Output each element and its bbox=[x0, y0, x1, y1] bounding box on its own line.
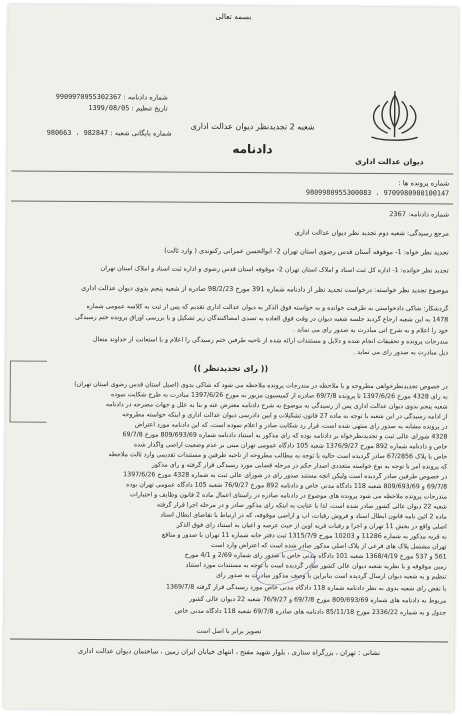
ruling-line: مندرجات پرونده ملاحظه می شود پرونده های موضوع در دادنامه صادره در راستای اعمال ماده 2 قانون وظایف و اختیارات bbox=[130, 491, 448, 501]
ruling-line: خاص و دادنامه شماره 892 مورخ 1376/9/27 شعبه 105 دادگاه عمومی تهران مبنی بر عدم وضعیت اراضی واگذار شده bbox=[133, 441, 448, 451]
body-line: مرجع رسیدگی: شعبه دوم تجدید نظر دیوان عدالت اداری bbox=[294, 228, 449, 238]
ruling-line: از ادامه رسیدگی در این شعبه با توجه به ماده 27 قانون تشکیلات و آیین دادرسی دیوان عدالت اداری و اینکه خواسته مطروحه bbox=[122, 411, 448, 421]
bismillah-text: بسمه تعالی bbox=[215, 11, 252, 22]
body-line: ذیل مبادرت به صدور رای می نماید . bbox=[353, 348, 449, 357]
body-line: مندرجات پرونده و تحقیقات انجام شده و دلایل و مستندات ارائه شده از ناحیه طرفین ختم رسیدگی را اعلام و با استعانت از خداوند متعال bbox=[92, 336, 449, 346]
ruling-line: به رای 4328 مورخ 1397/6/26 تا پرونده 69/7/8 صادره از کمیسیون مزبور به مورخ 1397/6/26 مبادرت به طرح شکایت نموده bbox=[110, 391, 448, 401]
ruling-line: 69/7/8 و 809/693/69 شعبه 118 دادگاه مدنی خاص و دادنامه 892 مورخ 76/9/27 شعبه 105 دادگاه عمومی تهران بوده bbox=[126, 481, 448, 491]
ruling-line: شعبه پنجم بدوی دیوان عدالت اداری پس از رسیدگی به موضوع به شرح دادنامه معترض عنه و بنا به علل و جهات مصرحه در دادنامه bbox=[105, 401, 448, 411]
ruling-heading: (( رای تجدیدنظر )) bbox=[193, 363, 269, 374]
ruling-line: 561 و 537 مورخ 1368/4/19 شعبه 101 دادگاه مدنی خاص با صدور رای شماره 2/69 و 4/1 مورخ bbox=[184, 551, 447, 561]
body-line: 1478 به این شعبه ارجاع گردید جلسه شعبه دیوان در وقت فوق العاده به تصدی امضاکنندگان زیر تشکیل و با بررسی اوراق پرونده ختم رسیدگی bbox=[74, 313, 449, 324]
branch-name: شعبه 2 تجدیدنظر دیوان عدالت اداری bbox=[190, 121, 315, 132]
ruling-line: در خصوص تجدیدنظرخواهی مطروحه و با ملاحظه در مندرجات پرونده ملاحظه می شود که شاکی بدوی (اصیل آستان قدس رضوی استان تهران) bbox=[74, 380, 448, 391]
body-line: موضوع تجدید نظر خواسته: درخواست تجدید نظر از دادنامه شماره 391 مورخ 98/2/23 صادره از شعبه پنجم بدوی دیوان عدالت اداری bbox=[81, 283, 449, 295]
iran-emblem-icon bbox=[357, 91, 431, 148]
doc-number-label: شماره دادنامه : bbox=[123, 93, 168, 102]
header-divider bbox=[11, 170, 453, 174]
doc-number bbox=[48, 93, 168, 102]
issue-date bbox=[48, 104, 168, 113]
body-line: خود را اعلام و به شرح آتی مبادرت به صدور رای می نماید . bbox=[292, 326, 449, 335]
ruling-line: شعبه 22 دیوان عالی کشور صادر شده است، لذا با عنایت به اینکه رای مذکور صادر و در مرحله اجرا قرار گرفته bbox=[156, 501, 447, 511]
case-numbers-value: 9809980955300083 ، 9709980900100147 bbox=[305, 188, 450, 198]
ruling-line: 4328 شورای عالی ثبت و تجدیدنظرخواه بر دادنامه بوده که رای مذکور به استناد دادنامه شماره 809/693/69 مورخ 69/7/8 bbox=[122, 431, 448, 441]
issue-date-label: تاریخ تنظیم : bbox=[131, 104, 168, 113]
ruling-line: در خصوص طرفین صادر گردیده است ولیکن آنچه مستند صدور رای در شورای عالی ثبت به شماره 4328 مورخ 1397/6/26 bbox=[123, 471, 448, 481]
issue-date-value: 1399/08/05 bbox=[88, 103, 130, 113]
ruling-line: ماده 2 آئین نامه قانون ابطال اسناد و فروش رقبات، آب و اراضی موقوفه، که در ارتباط با تقاضای ابطال اسناد bbox=[160, 511, 447, 521]
document-title: دادنامه bbox=[232, 142, 273, 157]
court-name: دیوان عدالت اداری bbox=[355, 156, 424, 167]
archive-label: شماره بایگانی شعبه : bbox=[110, 129, 172, 138]
meta-divider bbox=[11, 200, 453, 204]
body-line: شماره دادنامه: 2367 bbox=[389, 210, 450, 219]
body-line: گردشکار: شاکی دادخواستی به طرفیت خوانده و به خواسته فوق الذکر به دیوان عدالت اداری تقدیم که پس از ثبت به کلاسه عمومی شماره bbox=[86, 302, 449, 313]
document-page bbox=[4, 4, 459, 711]
footer-address: نشانی : تهران ، بزرگراه ستاری ، بلوار شهید مفتح ، انتهای خیابان ایران زمین ، ساختمان دیوان عدالت اداری bbox=[77, 646, 381, 658]
ruling-line: جدول و به شماره 2336/22 مورخ 85/11/18 دادنامه های صادره 69/7/8 شعبه 118 دادگاه مدنی خاص bbox=[174, 607, 447, 617]
ruling-line: اصلی واقع در بخش 11 تهران و اجرا و رقبات قریه اوین از حیث عرصه و اعیان به استناد رای فوق الذکر bbox=[176, 521, 447, 531]
body-line: تجدید نظر خوانده: 1- اداره کل ثبت اسناد و املاک استان تهران 2- موقوفه آستان قدس رضوی و اداره ثبت اسناد و املاک استان تهران bbox=[100, 265, 449, 275]
doc-number-value: 9909970955302367 bbox=[55, 92, 122, 102]
ruling-line: تنظیم و به شعبه دیوان ارسال گردیده است بنابراین با وصف مذکور مبادرت به صدور رای bbox=[215, 571, 447, 581]
case-numbers-label: شماره پرونده ها : bbox=[398, 179, 450, 188]
ruling-line: خاص با پلاک 67/2856 صادر گردیده است حالیه با توجه به مطالب مطروحه از ناحیه طرفین و مستندات تقدیمی وارد ثالث ملاحظه bbox=[108, 451, 448, 461]
ruling-line: در پرونده مشابه به صدور رای منتهی شده است، قرار رد شکایت صادر و اعلام نموده است، که این دادنامه مورد اعتراض bbox=[134, 421, 448, 431]
ruling-line: که پرونده امر با توجه به نوع خواسته متعددی اصدار حکم در مرحله قضایی مورد رسیدگی قرار گرفته و رای مذکور bbox=[151, 461, 448, 471]
ruling-line: تهران مشتمل پلاک های فرعی از پلاک اصلی مذکور صادر شده است که اعتراض وارد است bbox=[211, 541, 447, 551]
footer-divider bbox=[10, 638, 448, 642]
body-line: تجدید نظر خواه: 1- موقوفه آستان قدس رضوی استان تهران 2- ابوالحسن عمرانی رکنوندی ( وارد ثالث) bbox=[164, 246, 449, 257]
archive-number bbox=[22, 129, 172, 138]
ruling-line: به قریه مذکور به شماره 11286 و 10203 مورخ 1315/7/9 ثبت دفتر خانه شماره 11 تهران با صدور و منافع bbox=[161, 531, 447, 541]
ruling-line: مربوط به دادنامه های شماره 809/693/69 مورخ 69/7/8 و 76/9/27 شعبه 22 دیوان عالی کشور bbox=[189, 595, 447, 605]
certified-copy-note: تصویر برابر با اصل است bbox=[196, 627, 262, 636]
ruling-line: با نقض رای شعبه بدوی به نظر دادنامه شماره 118 دادگاه مدنی خاص مورد رسیدگی قرار گرفته 1369/7/8 bbox=[165, 583, 447, 593]
archive-value: 982847 ، 980663 bbox=[46, 128, 109, 138]
ruling-line: زمین موقوفه و با نظریه شعبه دیوان عالی کشور صادر گردیده است با توجه به مستندات مورد استناد bbox=[185, 561, 447, 571]
